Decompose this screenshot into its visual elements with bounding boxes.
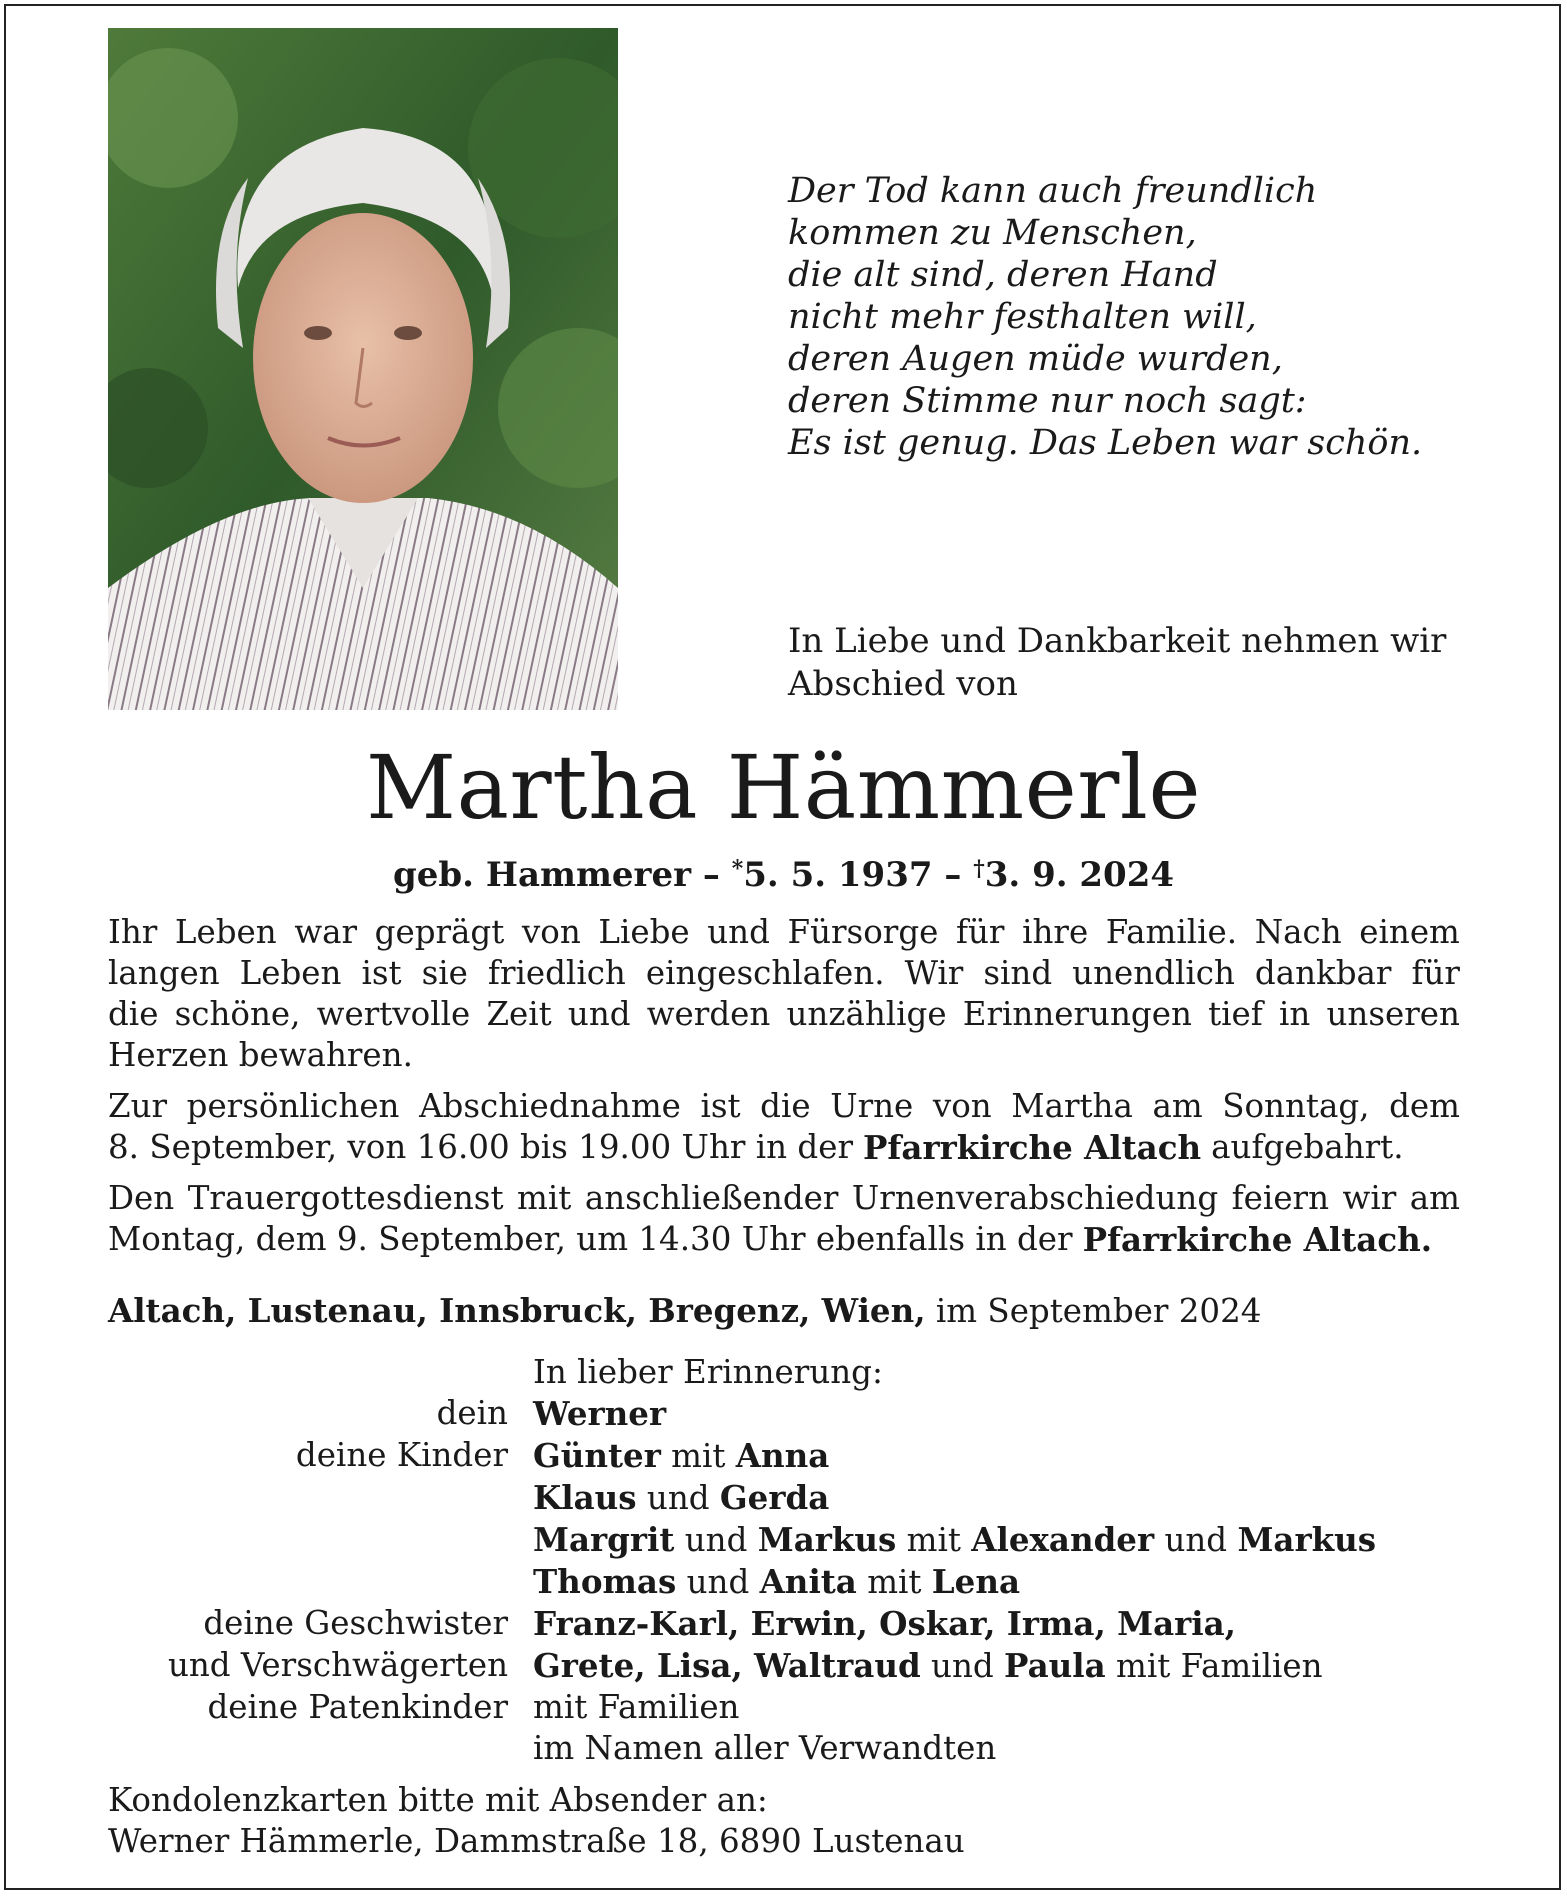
word: mit	[517, 1179, 572, 1217]
word: ist	[700, 1087, 741, 1125]
connector-text: und	[920, 1647, 1005, 1685]
word: Wir	[904, 954, 964, 992]
word: eingeschlafen.	[645, 954, 885, 992]
paragraph-service	[108, 1178, 1460, 1260]
poem	[788, 170, 1468, 464]
portrait-photo	[108, 28, 618, 710]
places: Altach, Lustenau, Innsbruck, Bregenz, Wien,	[108, 1291, 926, 1330]
mourner-names	[533, 1728, 996, 1769]
word: ihre	[1022, 913, 1089, 951]
word: anschließender	[584, 1179, 839, 1217]
connector-text: mit	[660, 1437, 736, 1475]
word: die	[760, 1087, 811, 1125]
mourner-row	[0, 1393, 1567, 1435]
word: Erinnerungen	[962, 995, 1192, 1033]
mourner-name: Anita	[759, 1562, 857, 1601]
word: werden	[646, 995, 771, 1033]
word: einem	[1359, 913, 1460, 951]
word: Ihr	[108, 913, 158, 951]
connector-text: im Namen aller Verwandten	[533, 1729, 997, 1767]
word: sie	[421, 954, 468, 992]
obituary-text	[108, 912, 1460, 1270]
justified-line	[108, 994, 1460, 1035]
mourners-heading-row	[0, 1352, 1567, 1393]
justified-line	[108, 953, 1460, 994]
birth-symbol: *	[731, 856, 744, 882]
word: Den	[108, 1179, 175, 1217]
mourner-names	[533, 1687, 740, 1728]
mourner-name: Markus	[1237, 1520, 1377, 1559]
word: für	[955, 913, 1005, 951]
connector-text: und	[674, 1521, 758, 1559]
word: unseren	[1326, 995, 1460, 1033]
word: in	[1278, 995, 1311, 1033]
justified-line	[108, 1178, 1460, 1219]
places-date-line	[108, 1290, 1261, 1332]
connector-text: und	[676, 1563, 760, 1601]
word: Leben	[174, 913, 277, 951]
mourner-names	[533, 1561, 1020, 1603]
connector-text: mit	[856, 1563, 932, 1601]
mourner-name: Markus	[757, 1520, 897, 1559]
mourner-name: Günter	[533, 1436, 661, 1475]
word: und	[707, 913, 770, 951]
word: dankbar	[1254, 954, 1392, 992]
word: Nach	[1254, 913, 1342, 951]
text-line: Herzen bewahren.	[108, 1036, 413, 1074]
connector-text: und	[1154, 1521, 1238, 1559]
intro-line: Abschied von	[788, 664, 1018, 704]
connector-text: mit	[896, 1521, 972, 1559]
poem-line: Der Tod kann auch freundlich	[788, 171, 1318, 211]
mourner-name: Franz-Karl, Erwin, Oskar, Irma, Maria,	[533, 1604, 1236, 1643]
mourner-names	[533, 1519, 1376, 1561]
mourner-row	[0, 1519, 1567, 1561]
word: für	[1411, 954, 1460, 992]
role-label	[0, 1352, 533, 1393]
deceased-name: Martha Hämmerle	[365, 736, 1202, 839]
condolence-address	[108, 1780, 965, 1862]
word: die	[108, 995, 159, 1033]
word: war	[294, 913, 358, 951]
mourner-row	[0, 1435, 1567, 1477]
birth-death-line	[0, 848, 1567, 896]
role-label: und Verschwägerten	[167, 1646, 508, 1684]
last-line	[108, 1127, 1460, 1168]
role-label: deine Geschwister	[203, 1604, 508, 1642]
mourner-name: Anna	[735, 1436, 830, 1475]
role-label	[0, 1519, 533, 1561]
last-line	[108, 1219, 1460, 1260]
word: friedlich	[487, 954, 626, 992]
word: wir	[1342, 1179, 1397, 1217]
poem-line: nicht mehr festhalten will,	[788, 297, 1257, 337]
word: Leben	[239, 954, 342, 992]
mourner-name: Margrit	[533, 1520, 675, 1559]
mourners-list	[0, 1352, 1567, 1769]
word: Trauergottesdienst	[187, 1179, 504, 1217]
mourner-name: Thomas	[533, 1562, 677, 1601]
mourner-name: Grete, Lisa, Waltraud	[533, 1646, 921, 1685]
role-label: deine Kinder	[295, 1436, 508, 1474]
mourner-row	[0, 1561, 1567, 1603]
connector-text: mit Familien	[533, 1688, 740, 1726]
word: wertvolle	[316, 995, 471, 1033]
dash: –	[944, 855, 962, 895]
condolence-line: Werner Hämmerle, Dammstraße 18, 6890 Lustenau	[108, 1822, 965, 1860]
connector-text: mit Familien	[1105, 1647, 1323, 1685]
dash: –	[702, 855, 720, 895]
word: persönlichen	[186, 1087, 400, 1125]
paragraph-viewing	[108, 1086, 1460, 1168]
word: tief	[1208, 995, 1263, 1033]
role-label: deine Patenkinder	[207, 1688, 508, 1726]
death-symbol: †	[973, 856, 985, 882]
word: von	[932, 1087, 992, 1125]
death-date: 3. 9. 2024	[984, 855, 1175, 895]
poem-line: deren Augen müde wurden,	[788, 339, 1283, 379]
word: feiern	[1231, 1179, 1330, 1217]
word: geprägt	[374, 913, 505, 951]
word: Urnenverabschiedung	[851, 1179, 1219, 1217]
connector-text: und	[636, 1479, 720, 1517]
mourner-name: Gerda	[719, 1478, 830, 1517]
mourner-name: Lena	[931, 1562, 1021, 1601]
mourner-names	[533, 1645, 1323, 1687]
word: Martha	[1011, 1087, 1133, 1125]
mourner-name: Alexander	[971, 1520, 1155, 1559]
text-line: aufgebahrt.	[1211, 1128, 1404, 1166]
place-date: im September 2024	[935, 1292, 1262, 1330]
mourner-name: Werner	[533, 1394, 667, 1433]
poem-line: deren Stimme nur noch sagt:	[788, 381, 1307, 421]
word: unendlich	[1072, 954, 1235, 992]
mourner-name: Klaus	[533, 1478, 637, 1517]
last-line	[108, 1035, 1460, 1076]
mourner-names	[533, 1393, 666, 1435]
mourners-heading: In lieber Erinnerung:	[533, 1353, 883, 1391]
text-line: 8. September, von 16.00 bis 19.00 Uhr in der	[108, 1128, 853, 1166]
mourner-name: Paula	[1004, 1646, 1106, 1685]
church-name: Pfarrkirche Altach.	[1082, 1220, 1433, 1259]
word: ist	[361, 954, 402, 992]
church-name: Pfarrkirche Altach	[862, 1128, 1202, 1167]
word: Liebe	[598, 913, 690, 951]
intro-line: In Liebe und Dankbarkeit nehmen wir	[788, 621, 1447, 661]
word: sind	[983, 954, 1053, 992]
word: Urne	[830, 1087, 914, 1125]
mourner-names	[533, 1603, 1236, 1645]
poem-line: die alt sind, deren Hand	[788, 255, 1218, 295]
word: Familie.	[1105, 913, 1238, 951]
birth-date: 5. 5. 1937	[743, 855, 933, 895]
birth-name: geb. Hammerer	[392, 855, 692, 895]
justified-line	[108, 912, 1460, 953]
word: am	[1409, 1179, 1460, 1217]
word: und	[567, 995, 631, 1033]
word: am	[1152, 1087, 1203, 1125]
word: dem	[1389, 1087, 1460, 1125]
word: Zur	[108, 1087, 168, 1125]
mourner-names	[533, 1435, 829, 1477]
condolence-line: Kondolenzkarten bitte mit Absender an:	[108, 1781, 768, 1819]
mourner-row	[0, 1645, 1567, 1687]
word: langen	[108, 954, 220, 992]
word: Zeit	[486, 995, 552, 1033]
mourner-names	[533, 1477, 829, 1519]
role-label	[0, 1561, 533, 1603]
mourner-row	[0, 1603, 1567, 1645]
poem-line: kommen zu Menschen,	[788, 213, 1197, 253]
mourner-row	[0, 1687, 1567, 1728]
role-label	[0, 1477, 533, 1519]
word: unzählige	[786, 995, 947, 1033]
justified-line	[108, 1086, 1460, 1127]
word: schöne,	[174, 995, 301, 1033]
farewell-intro	[788, 620, 1488, 706]
word: Fürsorge	[787, 913, 939, 951]
poem-line: Es ist genug. Das Leben war schön.	[788, 423, 1423, 463]
word: von	[521, 913, 581, 951]
word: Abschiednahme	[419, 1087, 681, 1125]
paragraph-life	[108, 912, 1460, 1076]
role-label: dein	[436, 1394, 508, 1432]
text-line: Montag, dem 9. September, um 14.30 Uhr ebenfalls in der	[108, 1220, 1073, 1258]
role-label	[0, 1728, 533, 1769]
mourner-row	[0, 1477, 1567, 1519]
mourner-row	[0, 1728, 1567, 1769]
word: Sonntag,	[1222, 1087, 1370, 1125]
